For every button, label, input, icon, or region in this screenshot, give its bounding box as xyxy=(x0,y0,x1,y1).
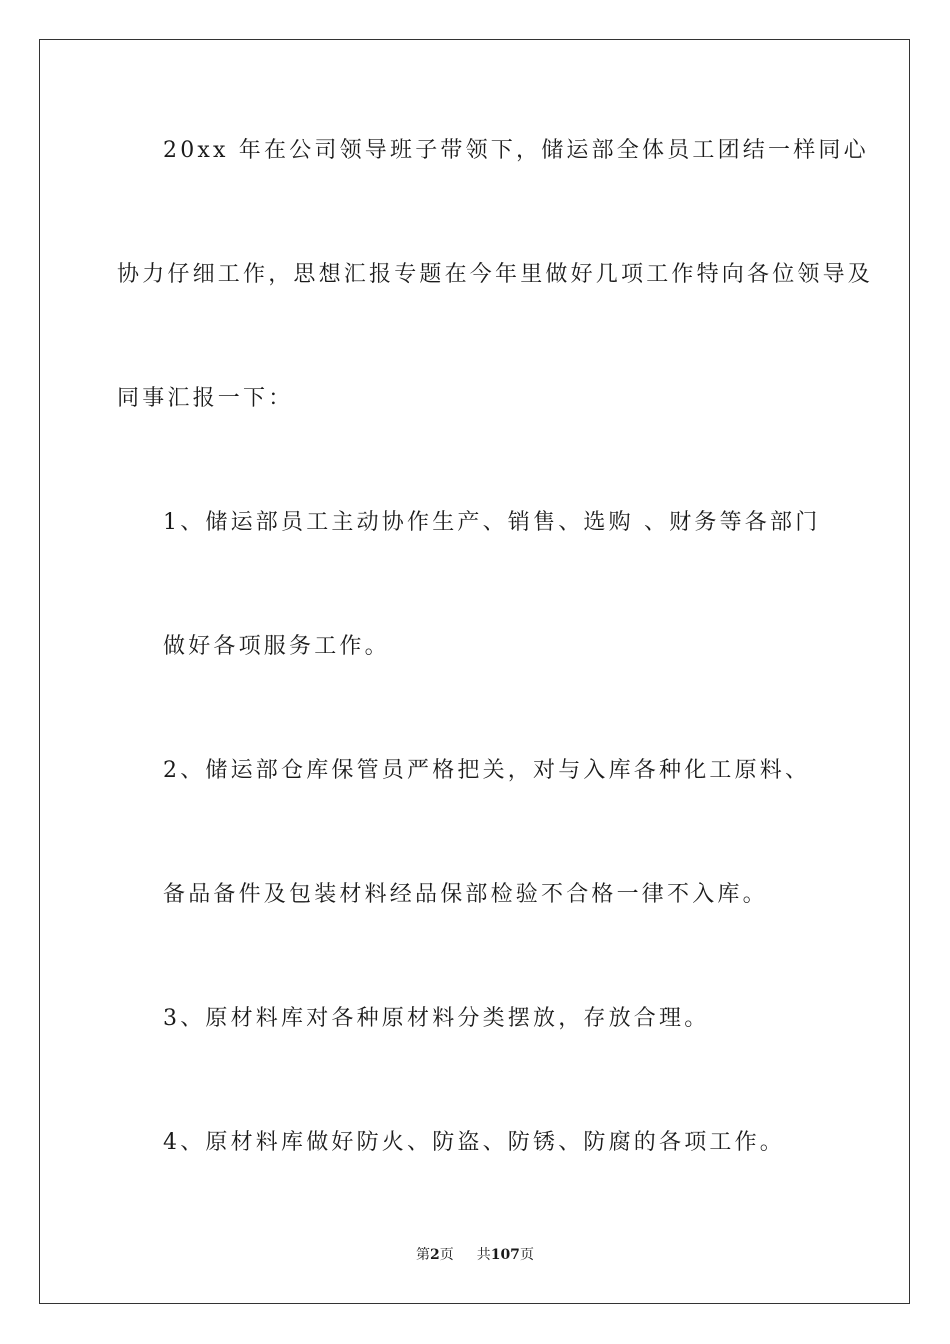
paragraph-line-3: 同事汇报一下： xyxy=(117,386,294,411)
total-pages: 107 xyxy=(490,1247,520,1263)
total-suffix: 页 xyxy=(519,1247,534,1263)
list-item-2-line-2: 备品备件及包装材料经品保部检验不合格一律不入库。 xyxy=(163,882,768,907)
page-number: 2 xyxy=(430,1247,440,1263)
list-item-1-line-1: 1、储运部员工主动协作生产、销售、选购 、财务等各部门 xyxy=(163,510,821,535)
page-prefix: 第 xyxy=(416,1247,431,1263)
list-item-2-line-1: 2、储运部仓库保管员严格把关，对与入库各种化工原料、 xyxy=(163,758,811,783)
paragraph-line-2: 协力仔细工作，思想汇报专题在今年里做好几项工作特向各位领导及 xyxy=(117,262,874,287)
list-item-4: 4、原材料库做好防火、防盗、防锈、防腐的各项工作。 xyxy=(163,1130,785,1155)
page-suffix: 页 xyxy=(439,1247,454,1263)
total-prefix: 共 xyxy=(476,1247,491,1263)
page-footer xyxy=(0,1246,950,1264)
list-item-3: 3、原材料库对各种原材料分类摆放，存放合理。 xyxy=(163,1006,710,1031)
paragraph-line-1: 20xx 年在公司领导班子带领下，储运部全体员工团结一样同心 xyxy=(163,138,869,163)
page-border xyxy=(39,39,910,1304)
list-item-1-line-2: 做好各项服务工作。 xyxy=(163,634,390,659)
